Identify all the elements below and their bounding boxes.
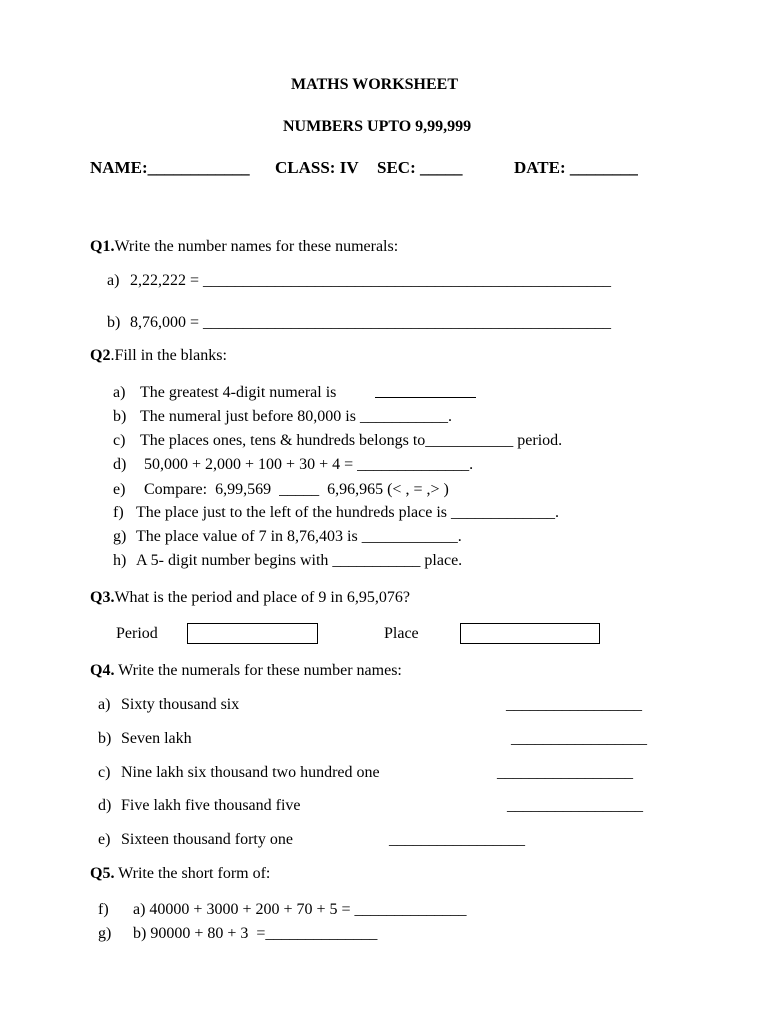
q2-heading	[90, 347, 227, 365]
q5-label: Q5.	[90, 865, 115, 882]
date-field: DATE: ________	[514, 158, 638, 177]
q2-item-h: A 5- digit number begins with ___________ place.	[136, 552, 463, 569]
q4-item-a-blank: _________________	[506, 696, 642, 713]
q2-item-c-marker: c)	[113, 432, 126, 449]
q2-item-a-marker: a)	[113, 384, 126, 401]
period-label: Period	[116, 625, 158, 642]
class-field: CLASS: IV	[275, 158, 359, 177]
q3-heading	[90, 589, 410, 607]
place-label: Place	[384, 625, 419, 642]
q2-item-f: The place just to the left of the hundreds place is _____________.	[136, 504, 560, 521]
q2-label: Q2	[90, 347, 111, 364]
q5-item-f-marker: f)	[98, 901, 109, 918]
q4-text: Write the numerals for these number names:	[114, 662, 402, 679]
q4-item-d-blank: _________________	[507, 797, 643, 814]
q3-label: Q3.	[90, 589, 115, 606]
q2-item-d-marker: d)	[113, 456, 127, 473]
q2-item-e-marker: e)	[113, 481, 126, 498]
q4-item-c-blank: _________________	[497, 764, 633, 781]
q1-text: Write the number names for these numerals:	[114, 238, 399, 255]
q1-item-a: 2,22,222 = ___________________________________________________	[130, 272, 612, 289]
period-answer-box[interactable]	[187, 623, 318, 644]
q1-item-b: 8,76,000 = ___________________________________________________	[130, 314, 612, 331]
q4-item-b: Seven lakh	[121, 730, 192, 747]
q4-item-b-blank: _________________	[511, 730, 647, 747]
q2-item-g: The place value of 7 in 8,76,403 is ____________.	[136, 528, 462, 545]
q4-item-b-marker: b)	[98, 730, 112, 747]
q2-item-b-marker: b)	[113, 408, 127, 425]
q2-text: .Fill in the blanks:	[110, 347, 227, 364]
q2-item-b: The numeral just before 80,000 is ___________.	[140, 408, 452, 425]
sec-field: SEC: _____	[377, 158, 463, 177]
q2-item-d: 50,000 + 2,000 + 100 + 30 + 4 = ______________.	[140, 456, 474, 473]
q5-item-g-marker: g)	[98, 925, 112, 942]
q5-heading	[90, 865, 270, 883]
q5-text: Write the short form of:	[114, 865, 271, 882]
q2-item-a: The greatest 4-digit numeral is	[140, 384, 337, 401]
q2-item-c: The places ones, tens & hundreds belongs to___________ period.	[140, 432, 563, 449]
q1-heading	[90, 238, 398, 256]
q4-item-e-marker: e)	[98, 831, 111, 848]
q1-item-b-marker: b)	[107, 314, 121, 331]
q2-item-f-marker: f)	[113, 504, 124, 521]
q4-item-a: Sixty thousand six	[121, 696, 240, 713]
q2-item-h-marker: h)	[113, 552, 127, 569]
q1-item-a-marker: a)	[107, 272, 120, 289]
q4-item-d-marker: d)	[98, 797, 112, 814]
q2-item-a-blank	[375, 397, 476, 398]
q4-item-d: Five lakh five thousand five	[121, 797, 301, 814]
q2-item-e: Compare: 6,99,569 _____ 6,96,965 (< , = ,> )	[140, 481, 449, 498]
name-field: NAME:____________	[90, 158, 250, 177]
q4-item-c-marker: c)	[98, 764, 111, 781]
q4-item-a-marker: a)	[98, 696, 111, 713]
q5-item-g: b) 90000 + 80 + 3 =______________	[133, 925, 378, 942]
place-answer-box[interactable]	[460, 623, 600, 644]
q4-label: Q4.	[90, 662, 115, 679]
q4-item-c: Nine lakh six thousand two hundred one	[121, 764, 380, 781]
q1-label: Q1.	[90, 238, 115, 255]
q4-item-e: Sixteen thousand forty one	[121, 831, 293, 848]
q3-text: What is the period and place of 9 in 6,95,076?	[114, 589, 410, 606]
q4-heading	[90, 662, 402, 680]
q5-item-f: a) 40000 + 3000 + 200 + 70 + 5 = ______________	[133, 901, 467, 918]
q2-item-g-marker: g)	[113, 528, 127, 545]
worksheet-subtitle: NUMBERS UPTO 9,99,999	[283, 118, 472, 135]
q4-item-e-blank: _________________	[389, 831, 525, 848]
worksheet-title: MATHS WORKSHEET	[291, 76, 458, 93]
